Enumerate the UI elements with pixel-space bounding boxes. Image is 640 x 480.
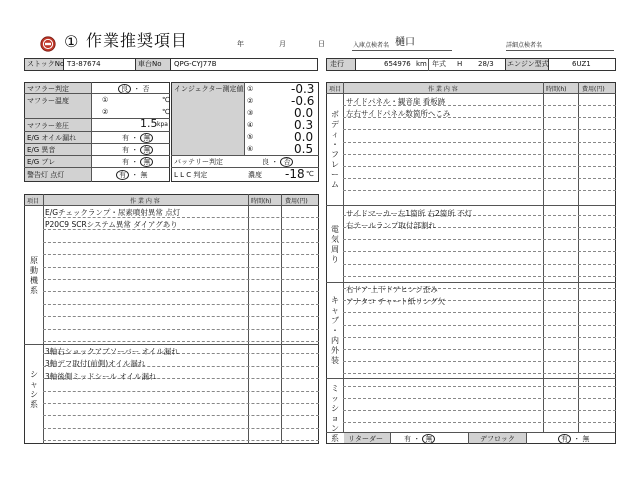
ruled-line (343, 312, 616, 313)
muffler-bad-option[interactable]: 否 (142, 85, 150, 93)
injector-value-4: 0.3 (294, 118, 314, 132)
concentration-label: 濃度 (248, 171, 262, 179)
ruled-line (43, 304, 319, 305)
ruled-line (343, 398, 616, 399)
ruled-line (343, 178, 616, 179)
retarder-none[interactable]: 無 (422, 434, 435, 444)
injector-label: インジェクター測定値 (174, 85, 244, 93)
warning-lamp-none[interactable]: 無 (140, 171, 148, 179)
ruled-line (343, 264, 616, 265)
ruled-line (343, 166, 616, 167)
mileage-label: 走行 (330, 60, 344, 68)
title-circle: ① (64, 32, 79, 51)
ruled-line (43, 440, 319, 441)
page-title: 作業推奨項目 (86, 31, 189, 50)
dif-lock-none[interactable]: 無 (582, 435, 590, 443)
warning-lamp-options: 有 ・ 無 (116, 170, 147, 180)
left-header-time: 時間(h) (251, 198, 272, 205)
ruled-line (343, 373, 616, 374)
ruled-line (43, 403, 319, 404)
right-header-time: 時間(h) (546, 86, 567, 93)
ruled-line (343, 410, 616, 411)
ruled-line (343, 276, 616, 277)
ruled-line (43, 267, 319, 268)
eg-shake-options: 有 ・ 無 (122, 157, 153, 167)
diff-unit: kpa (157, 121, 168, 128)
muffler-option-sep: ・ (133, 85, 141, 93)
muffler-diff-label: マフラー差圧 (27, 122, 69, 130)
ruled-line (343, 154, 616, 155)
right-header-cost: 費用(円) (582, 86, 605, 93)
engine-value: 6UZ1 (572, 60, 591, 68)
logo-icon (40, 36, 56, 52)
ruled-line (343, 337, 616, 338)
eg-noise-options: 有 ・ 無 (122, 145, 153, 155)
dif-lock-label: デフロック (480, 435, 515, 443)
month-label: 月 (279, 40, 286, 48)
retarder-has[interactable]: 有 (404, 435, 411, 443)
electric-entry-2: 右テールランプ取付部割れ (346, 221, 436, 230)
retarder-label: リターダー (348, 435, 383, 443)
injector-value-2: -0.6 (291, 94, 315, 108)
engine-entry-2: P20C9 SCRシステム異常 ダイアグあり (45, 220, 178, 229)
inspector-label: 入庫点検者名 (353, 42, 390, 49)
era-value: H (457, 60, 463, 68)
eg-oil-none[interactable]: 無 (140, 133, 153, 143)
llc-label: L L C 判定 (174, 171, 208, 179)
chassis-entry-2: 3軸デフ取付(前側)オイル漏れ (45, 359, 146, 368)
muffler-options (118, 84, 149, 94)
warning-lamp-has[interactable]: 有 (116, 170, 129, 180)
ruled-line (43, 279, 319, 280)
injector-value-6: 0.5 (294, 142, 314, 156)
battery-bad[interactable]: 否 (280, 157, 293, 167)
engine-section-label: 原 動 機 系 (30, 256, 38, 295)
left-header-cost: 費用(円) (285, 198, 308, 205)
temp-1-unit: ℃ (162, 96, 170, 104)
injector-num-6: ⑥ (247, 145, 254, 153)
info-divider-1 (428, 58, 429, 71)
chassis-section-label: シ ャ シ 系 (30, 370, 38, 409)
mileage-value: 654976 (384, 60, 411, 68)
concentration-value: -18 (285, 167, 305, 181)
engine-entry-1: E/Gチェックランプ・尿素噴射異常 点灯 (45, 208, 181, 217)
mileage-unit: km (416, 60, 427, 68)
eg-noise-none[interactable]: 無 (140, 145, 153, 155)
injector-num-4: ④ (247, 121, 254, 129)
day-label: 日 (318, 40, 325, 48)
ruled-line (343, 361, 616, 362)
eg-shake-label: E/G ブレ (27, 158, 56, 166)
right-header-content: 作 業 内 容 (428, 86, 458, 93)
injector-num-1: ① (247, 85, 254, 93)
ruled-line (43, 391, 319, 392)
injector-value-1: -0.3 (291, 82, 315, 96)
stock-value: T3-87674 (67, 60, 101, 68)
model-label: 車台No (138, 60, 162, 68)
eg-oil-options: 有 ・ 無 (122, 133, 153, 143)
injector-num-5: ⑤ (247, 133, 254, 141)
ruled-line (343, 349, 616, 350)
inspector-underline (352, 50, 452, 51)
ruled-line (343, 422, 616, 423)
ruled-line (43, 229, 319, 230)
chassis-entry-1: 3軸右ショックアブソーバー オイル漏れ (45, 347, 179, 356)
injector-value-5: 0.0 (294, 130, 314, 144)
eg-shake-has[interactable]: 有 (122, 158, 129, 166)
battery-options: 良 ・ 否 (262, 157, 293, 167)
retarder-options: 有 ・ 無 (404, 434, 435, 444)
electric-entry-1: サイドマーカー左1箇所 右2箇所 不灯 (346, 209, 473, 218)
ruled-line (343, 251, 616, 252)
ruled-line (343, 129, 616, 130)
ruled-line (343, 190, 616, 191)
model-value: QPG-CYJ77B (174, 60, 217, 68)
eg-oil-label: E/G オイル漏れ (27, 134, 77, 142)
muffler-temp-label: マフラー温度 (27, 97, 69, 105)
ruled-line (343, 142, 616, 143)
eg-oil-has[interactable]: 有 (122, 134, 129, 142)
mission-section-label: ミ ッ シ ョ ン 系 (331, 384, 339, 443)
left-work-table (24, 194, 319, 444)
ruled-line (43, 291, 319, 292)
ruled-line (43, 254, 319, 255)
ruled-line (43, 428, 319, 429)
cab-section-label: キ ャ ブ ・ 内 外 装 (331, 296, 339, 365)
eg-noise-label: E/G 異音 (27, 146, 56, 154)
battery-label: バッテリー判定 (174, 158, 223, 166)
ruled-line (343, 386, 616, 387)
left-header-item: 項目 (27, 198, 40, 205)
muffler-good-option[interactable]: 良 (118, 84, 131, 94)
eg-noise-has[interactable]: 有 (122, 146, 129, 154)
body-section-label: ボ デ ィ ・ フ レ ー ム (331, 110, 339, 189)
muffler-judgement-label: マフラー判定 (27, 85, 69, 93)
ruled-line (43, 341, 319, 342)
ruled-line (43, 316, 319, 317)
injector-num-3: ③ (247, 109, 254, 117)
temp-2-num: ② (102, 108, 109, 116)
temp-1-num: ① (102, 96, 109, 104)
dif-lock-has[interactable]: 有 (558, 434, 571, 444)
body-entry-2: 左右サイドパネル数箇所へこみ (346, 109, 451, 118)
year-value: 28/3 (478, 60, 494, 68)
electric-section-label: 電 気 周 り (331, 225, 339, 264)
detail-inspector-underline (506, 50, 614, 51)
year-label: 年 (237, 40, 244, 48)
eg-shake-none[interactable]: 無 (140, 157, 153, 167)
inspector-name: 樋口 (395, 37, 415, 48)
cab-entry-1: 右ドア 上下ドアヒンジ歪み (346, 285, 438, 294)
ruled-line (343, 239, 616, 240)
ruled-line (43, 329, 319, 330)
left-header-content: 作 業 内 容 (130, 198, 160, 205)
ruled-line (43, 242, 319, 243)
ruled-line (43, 217, 319, 218)
year-label-info: 年式 (432, 60, 446, 68)
ruled-line (43, 415, 319, 416)
temp-2-unit: ℃ (162, 108, 170, 116)
right-header-item: 項目 (329, 86, 342, 93)
concentration-unit: ℃ (306, 170, 314, 178)
diff-value: 1.5 (140, 117, 158, 130)
engine-label: エンジン型式 (507, 60, 549, 68)
injector-num-2: ② (247, 97, 254, 105)
cab-entry-2: アナタコ チャート紙リング欠 (346, 297, 446, 306)
stock-label: ストックNo (27, 60, 65, 68)
injector-value-3: 0.0 (294, 106, 314, 120)
dif-lock-options: 有 ・ 無 (558, 434, 589, 444)
warning-lamp-label: 警告灯 点灯 (27, 171, 65, 179)
body-entry-1: サイドパネル・観音扉 看板跡 (346, 97, 446, 106)
chassis-entry-3: 3軸後側ミッドシール オイル漏れ (45, 372, 157, 381)
detail-inspector-label: 詳細点検者名 (506, 42, 543, 49)
battery-good[interactable]: 良 (262, 158, 269, 166)
ruled-line (343, 325, 616, 326)
